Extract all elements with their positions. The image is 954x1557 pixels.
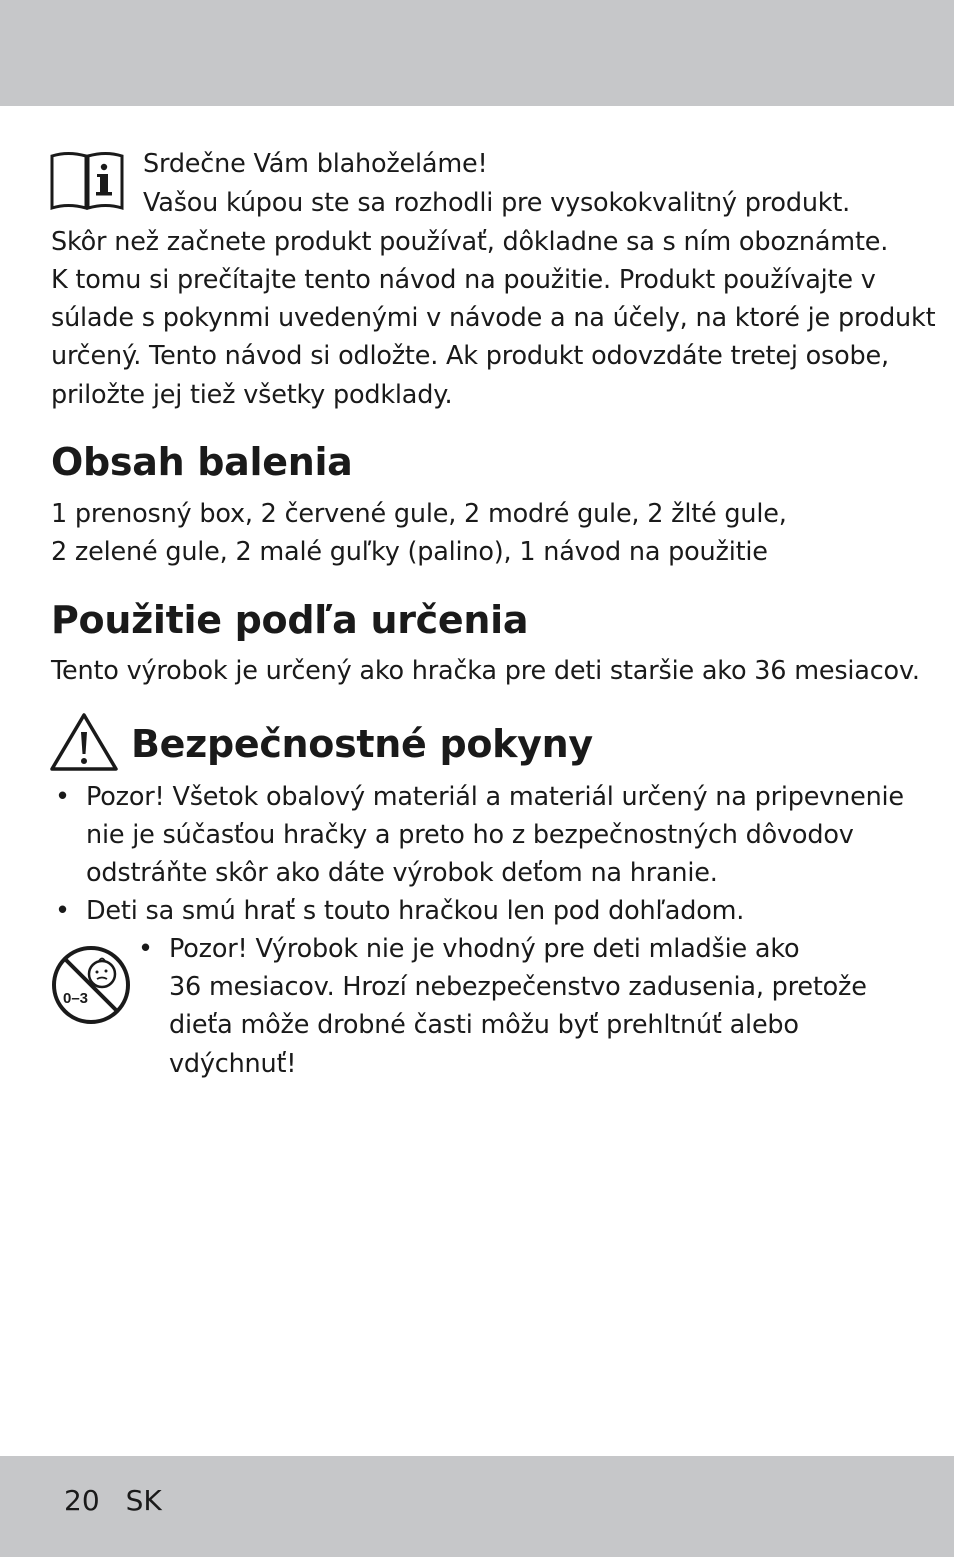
read-manual-icon <box>50 150 124 212</box>
warning-triangle-icon <box>50 712 118 772</box>
intro-line: Vašou kúpou ste sa rozhodli pre vysokokvalitný produkt. <box>143 188 851 218</box>
safety-heading: Bezpečnostné pokyny <box>131 722 593 766</box>
language-code: SK <box>125 1484 162 1517</box>
bullet-dot: • <box>55 896 71 926</box>
safety-bullet-line: dieťa môže drobné časti môžu byť prehltnúť alebo <box>169 1010 799 1040</box>
age-icon-label: 0–3 <box>63 990 89 1007</box>
safety-bullet-line: Deti sa smú hrať s touto hračkou len pod dohľadom. <box>86 896 745 926</box>
safety-bullet-line: Pozor! Výrobok nie je vhodný pre deti mladšie ako <box>169 934 800 964</box>
contents-line: 2 zelené gule, 2 malé guľky (palino), 1 návod na použitie <box>51 537 768 567</box>
intro-line: súlade s pokynmi uvedenými v návode a na účely, na ktoré je produkt <box>51 303 936 333</box>
page-number: 20 <box>64 1484 100 1517</box>
page-footer <box>64 1482 162 1520</box>
not-for-0-3-icon <box>50 944 132 1026</box>
intended-use-heading: Použitie podľa určenia <box>51 598 529 642</box>
intro-line: určený. Tento návod si odložte. Ak produkt odovzdáte tretej osobe, <box>51 341 889 371</box>
intro-line: K tomu si prečítajte tento návod na použitie. Produkt používajte v <box>51 265 876 295</box>
intro-line: Srdečne Vám blahoželáme! <box>143 149 488 179</box>
header-band <box>0 0 954 106</box>
safety-bullet-line: vdýchnuť! <box>169 1049 297 1079</box>
safety-bullet-line: Pozor! Všetok obalový materiál a materiál určený na pripevnenie <box>86 782 904 812</box>
intro-line: Skôr než začnete produkt používať, dôkladne sa s ním oboznámte. <box>51 227 889 257</box>
safety-bullet-line: nie je súčasťou hračky a preto ho z bezpečnostných dôvodov <box>86 820 854 850</box>
intro-line: priložte jej tiež všetky podklady. <box>51 380 453 410</box>
bullet-dot: • <box>138 934 154 964</box>
intended-use-text: Tento výrobok je určený ako hračka pre deti staršie ako 36 mesiacov. <box>51 656 920 686</box>
contents-line: 1 prenosný box, 2 červené gule, 2 modré gule, 2 žlté gule, <box>51 499 787 529</box>
contents-heading: Obsah balenia <box>51 440 353 484</box>
safety-bullet-line: 36 mesiacov. Hrozí nebezpečenstvo zadusenia, pretože <box>169 972 867 1002</box>
bullet-dot: • <box>55 782 71 812</box>
safety-bullet-line: odstráňte skôr ako dáte výrobok deťom na hranie. <box>86 858 718 888</box>
